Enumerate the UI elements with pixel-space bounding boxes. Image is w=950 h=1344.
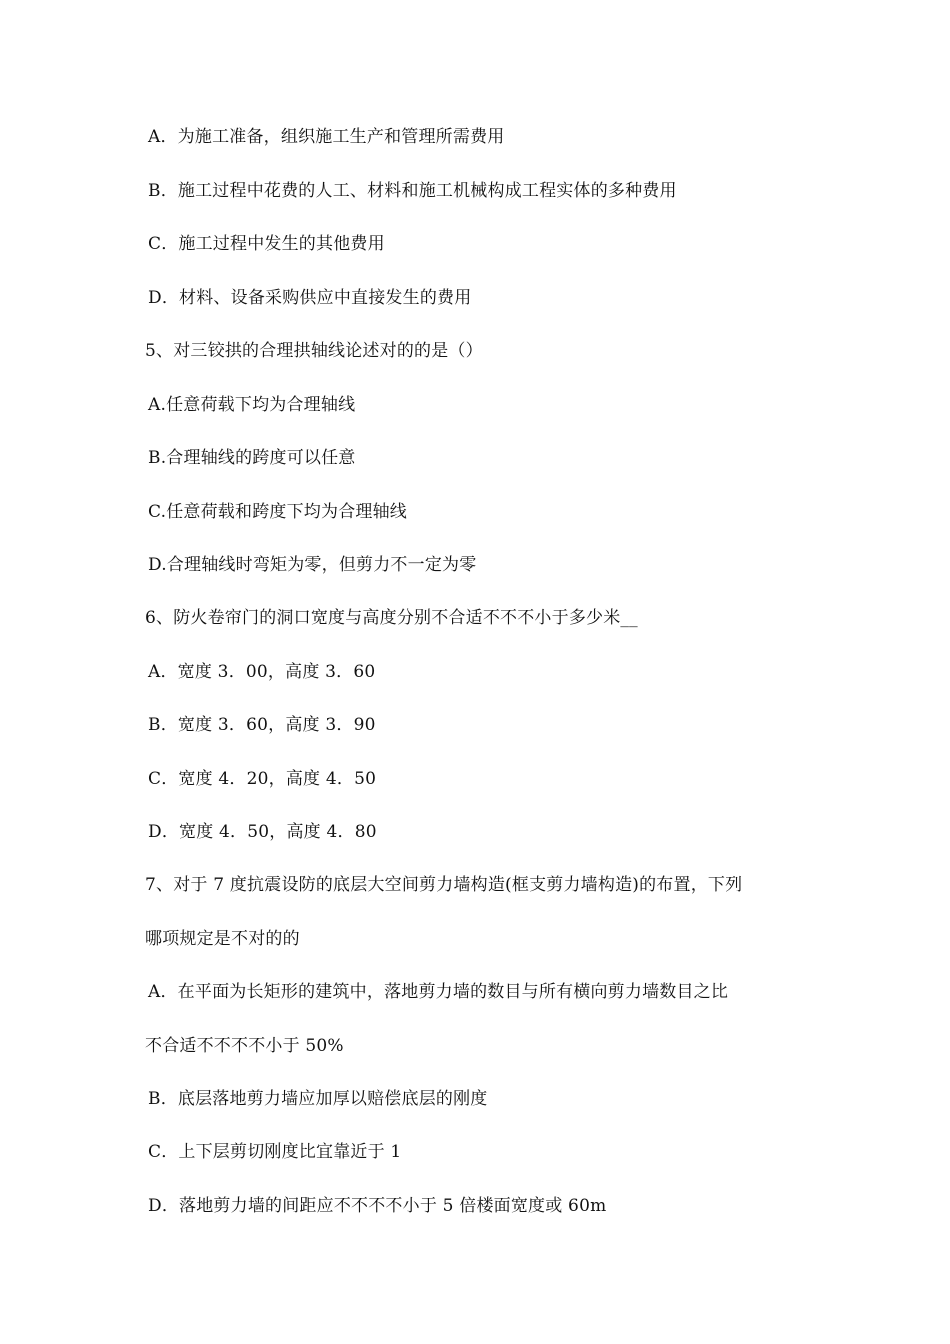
option-7b: B．底层落地剪力墙应加厚以赔偿底层的刚度 — [148, 1089, 488, 1109]
question-7-line-2: 哪项规定是不对的的 — [145, 929, 300, 949]
option-4b: B．施工过程中花费的人工、材料和施工机械构成工程实体的多种费用 — [148, 181, 677, 201]
question-6: 6、防火卷帘门的洞口宽度与高度分别不合适不不不小于多少米__ — [145, 608, 638, 628]
question-5: 5、对三铰拱的合理拱轴线论述对的的是（） — [145, 341, 483, 361]
option-6c: C．宽度 4．20，高度 4．50 — [148, 769, 377, 789]
option-6b: B．宽度 3．60，高度 3．90 — [148, 715, 376, 735]
option-7a-line-1: A．在平面为长矩形的建筑中，落地剪力墙的数目与所有横向剪力墙数目之比 — [148, 982, 729, 1002]
option-7c: C．上下层剪切刚度比宜靠近于 1 — [148, 1142, 402, 1162]
option-5c: C.任意荷载和跨度下均为合理轴线 — [148, 502, 408, 522]
option-6d: D．宽度 4．50，高度 4．80 — [148, 822, 377, 842]
option-7a-line-2: 不合适不不不不小于 50% — [145, 1036, 344, 1056]
option-4d: D．材料、设备采购供应中直接发生的费用 — [148, 288, 472, 308]
option-4c: C．施工过程中发生的其他费用 — [148, 234, 385, 254]
option-5a: A.任意荷载下均为合理轴线 — [148, 395, 356, 415]
option-5d: D.合理轴线时弯矩为零，但剪力不一定为零 — [148, 555, 477, 575]
option-4a: A．为施工准备，组织施工生产和管理所需费用 — [148, 127, 505, 147]
option-6a: A．宽度 3．00，高度 3．60 — [148, 662, 376, 682]
option-5b: B.合理轴线的跨度可以任意 — [148, 448, 356, 468]
question-7-line-1: 7、对于 7 度抗震设防的底层大空间剪力墙构造(框支剪力墙构造)的布置，下列 — [145, 875, 743, 895]
option-7d: D．落地剪力墙的间距应不不不不小于 5 倍楼面宽度或 60m — [148, 1196, 607, 1216]
